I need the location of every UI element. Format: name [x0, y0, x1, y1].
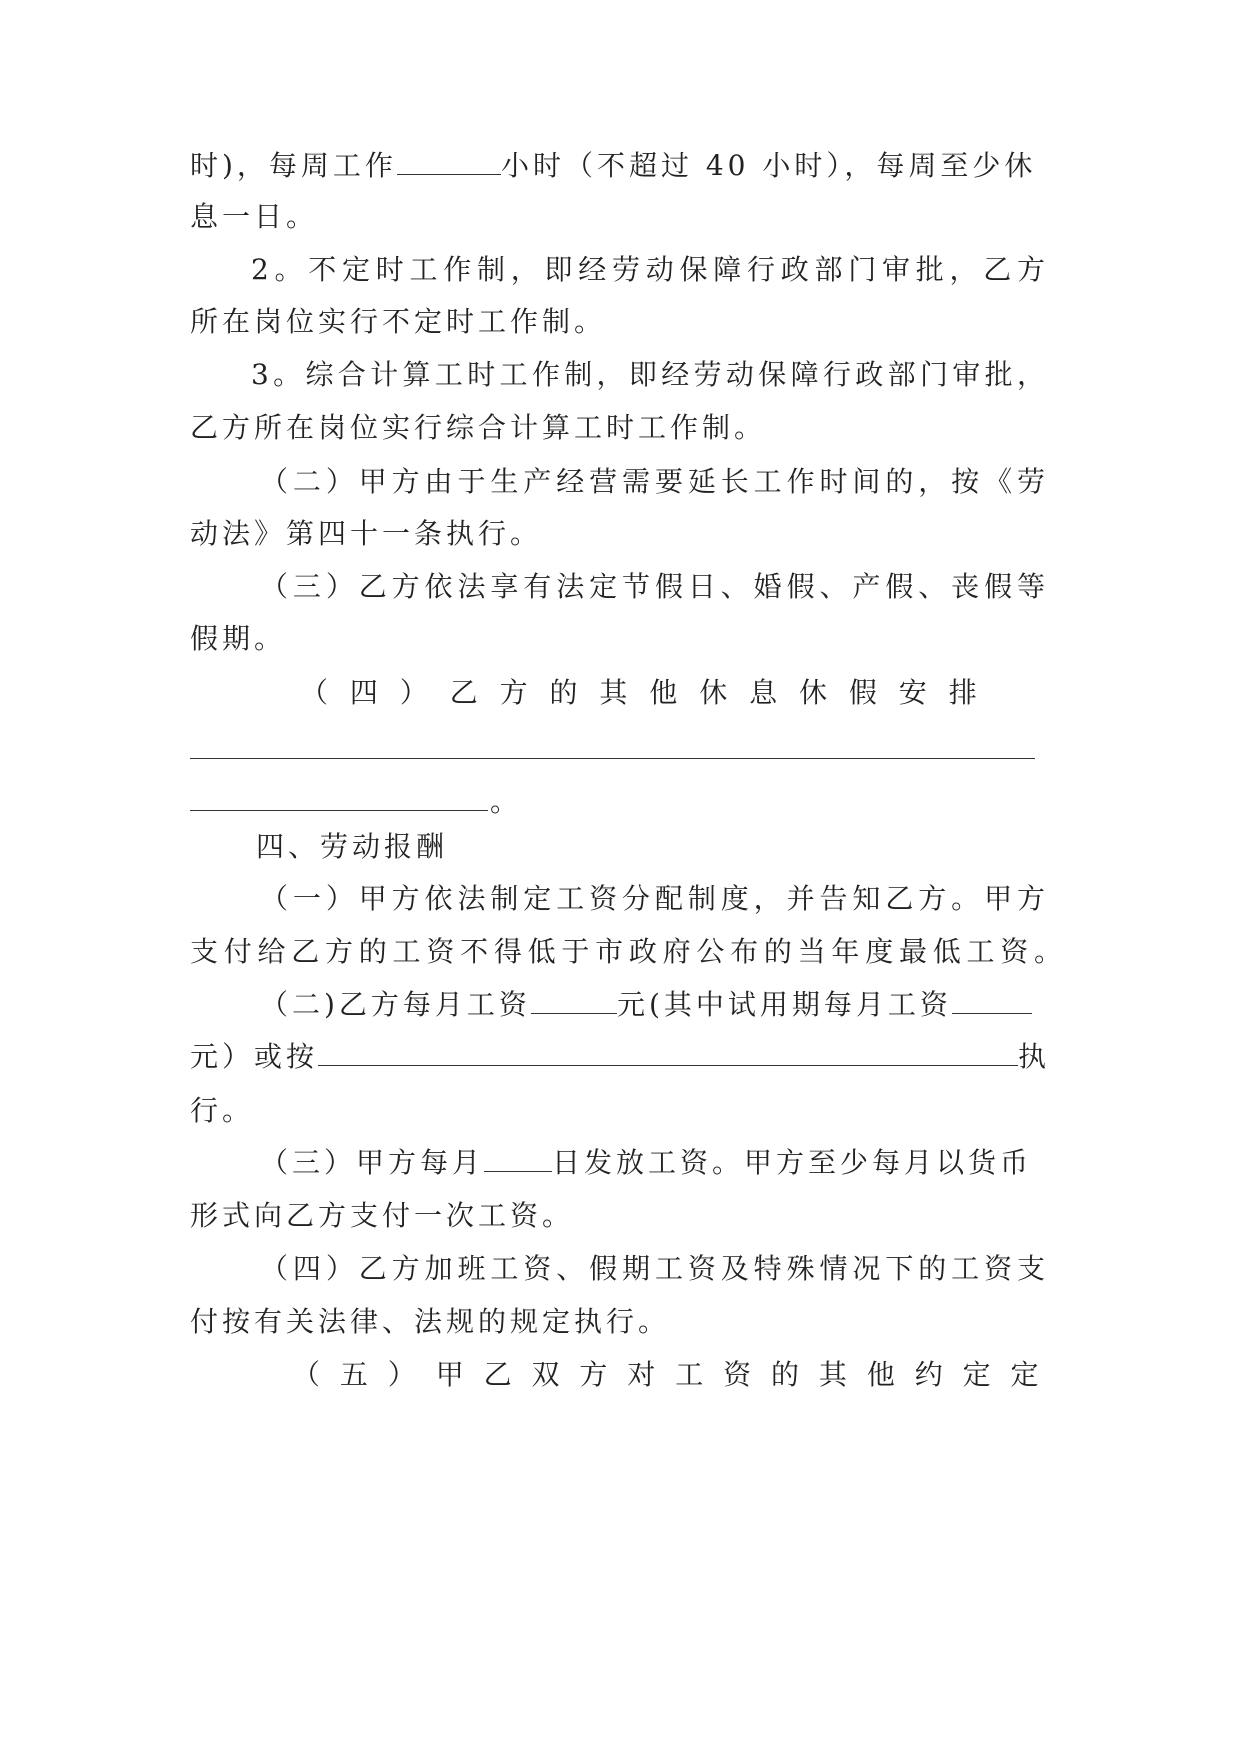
- text-line: 付按有关法律、法规的规定执行。: [190, 1305, 671, 1338]
- text-line: 行。: [190, 1094, 255, 1127]
- text-line: 动法》第四十一条执行。: [190, 517, 543, 550]
- text-segment: 日发放工资。甲方至少每月以货币: [552, 1146, 1033, 1179]
- text-segment: 元(其中试用期每月工资: [616, 988, 952, 1021]
- text-line: 乙方所在岗位实行综合计算工时工作制。: [190, 411, 767, 444]
- sub-clause: （ 四 ） 乙 方 的 其 他 休 息 休 假 安 排: [300, 676, 977, 709]
- sub-clause: [260, 985, 1045, 1025]
- numbered-item: 3。综合计算工时工作制，即经劳动保障行政部门审批，: [251, 358, 1045, 391]
- sub-clause: （四）乙方加班工资、假期工资及特殊情况下的工资支: [260, 1252, 1045, 1285]
- sub-clause: [260, 1143, 1045, 1183]
- text-segment: 小时（不超过 40 小时），每周至少休: [500, 149, 1037, 182]
- text-line: 形式向乙方支付一次工资。: [190, 1199, 575, 1232]
- text-line: 息一日。: [190, 200, 319, 233]
- text-line: 支付给乙方的工资不得低于市政府公布的当年度最低工资。: [190, 935, 1062, 968]
- text-line: 所在岗位实行不定时工作制。: [190, 305, 607, 338]
- sub-clause: （ 五 ） 甲 乙 双 方 对 工 资 的 其 他 约 定 定: [292, 1358, 1039, 1391]
- fill-in-blank: [531, 985, 617, 1014]
- fill-in-line: [190, 758, 1035, 759]
- text-segment: 元）或按: [190, 1040, 319, 1073]
- numbered-item: 2。不定时工作制，即经劳动保障行政部门审批，乙方: [251, 253, 1045, 286]
- sub-clause: （三）乙方依法享有法定节假日、婚假、产假、丧假等: [260, 570, 1045, 603]
- text-segment: （三）甲方每月: [260, 1146, 485, 1179]
- text-segment: （二)乙方每月工资: [260, 988, 531, 1021]
- sub-clause: （一）甲方依法制定工资分配制度，并告知乙方。甲方: [260, 882, 1045, 915]
- fill-in-line: [190, 810, 488, 811]
- text-line: 假期。: [190, 622, 287, 655]
- fill-in-blank: [397, 146, 501, 175]
- text-line: [190, 1037, 1051, 1077]
- fill-in-blank: [484, 1143, 552, 1172]
- text-segment: 时)，每周工作: [190, 149, 397, 182]
- section-heading: 四、劳动报酬: [256, 830, 449, 863]
- fill-in-blank: [318, 1037, 1018, 1066]
- sub-clause: （二）甲方由于生产经营需要延长工作时间的，按《劳: [260, 465, 1045, 498]
- text-segment: 。: [490, 785, 523, 818]
- text-segment: 执: [1018, 1040, 1051, 1073]
- text-line: [190, 146, 1045, 186]
- fill-in-blank: [952, 985, 1032, 1014]
